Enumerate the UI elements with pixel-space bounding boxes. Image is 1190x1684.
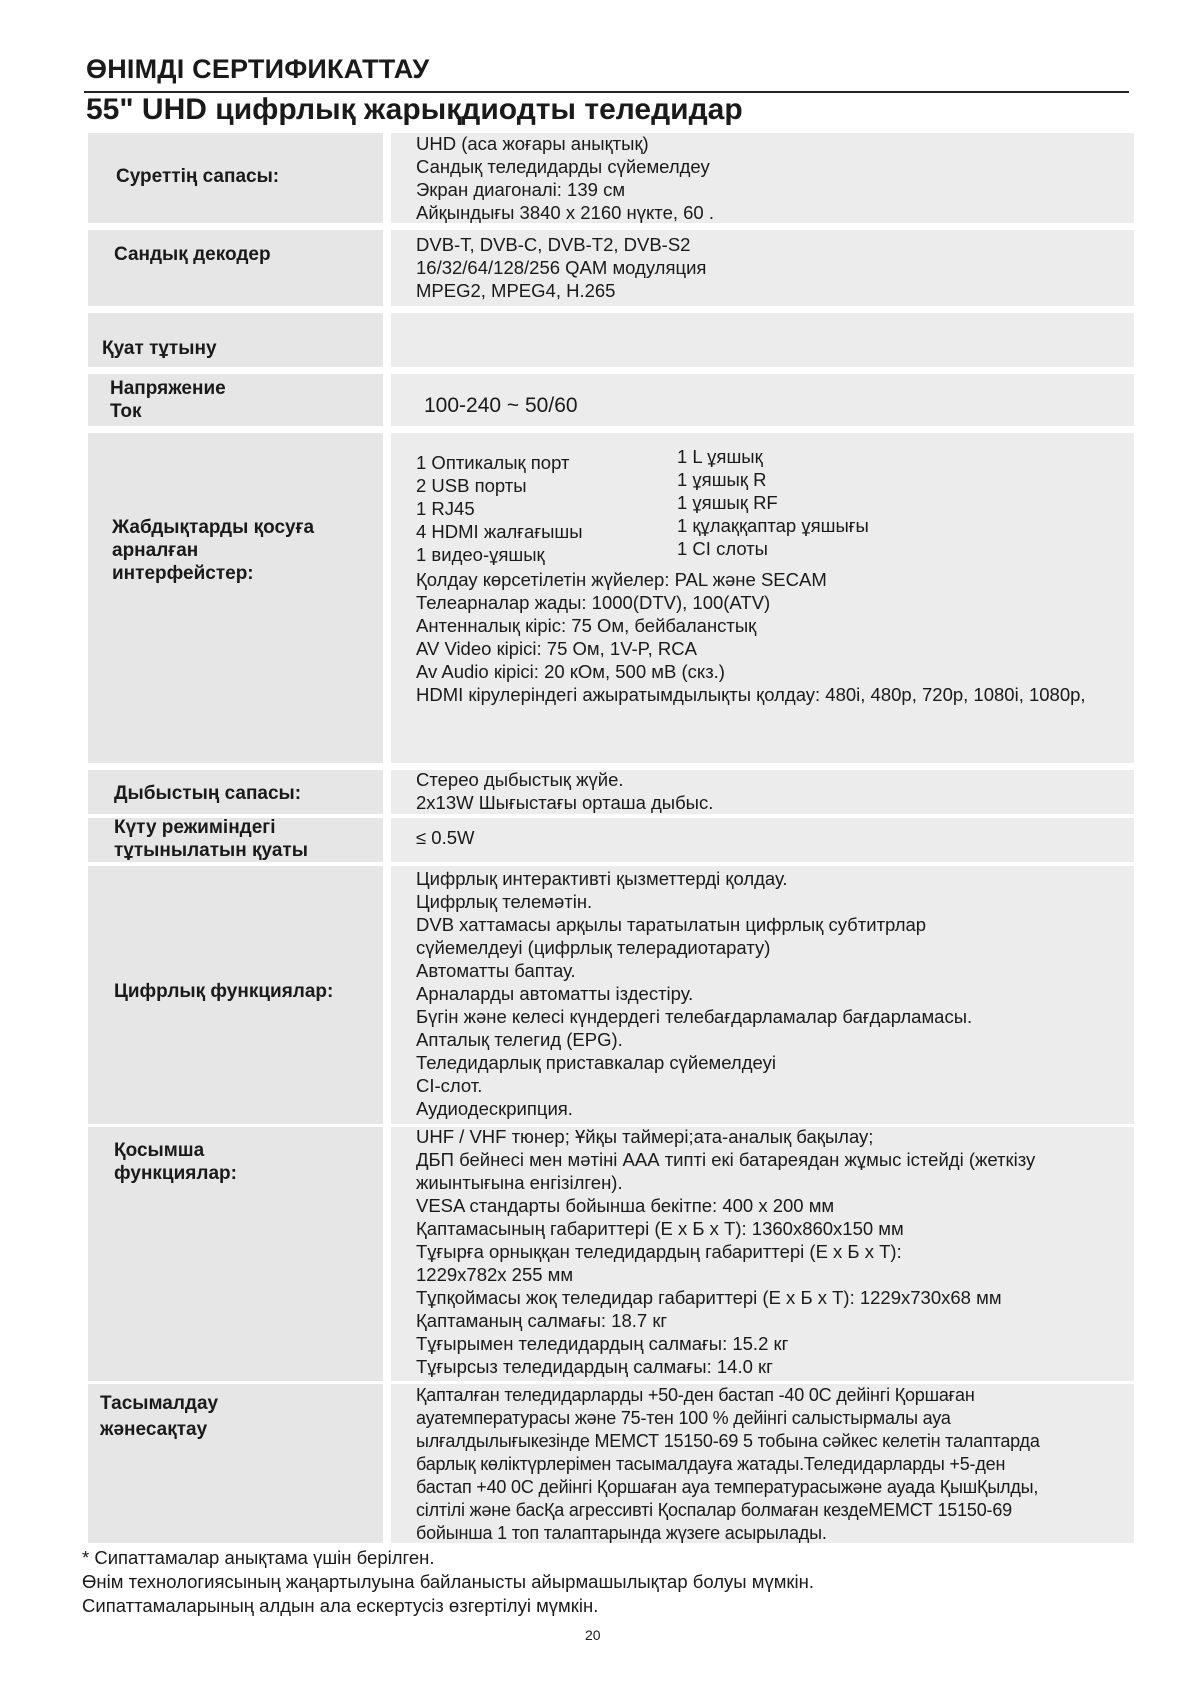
spec-row-transport (88, 1384, 1134, 1543)
spec-row-power (88, 313, 1134, 367)
spec-value: Стерео дыбыстық жүйе. 2x13W Шығыстағы орташа дыбыс. (416, 769, 714, 813)
port-list-right: 1 L ұяшық 1 ұяшық R 1 ұяшық RF 1 құлаққаптар ұяшығы 1 CI слоты (677, 446, 869, 559)
spec-label-cell (88, 374, 383, 426)
spec-row-sound (88, 770, 1134, 814)
footnote-3: Сипаттамаларының алдын ала ескертусіз өзгертілуі мүмкін. (82, 1595, 599, 1616)
spec-row-digital (88, 866, 1134, 1124)
spec-label: Тасымалдау жәнесақтау (100, 1393, 219, 1440)
spec-label: Напряжение Ток (110, 378, 226, 422)
footnote-1: * Сипаттамалар анықтама үшін берілген. (82, 1547, 435, 1568)
spec-value: 100-240 ~ 50/60 (424, 394, 578, 417)
spec-label-cell (88, 866, 383, 1124)
spec-label: Суреттің сапасы: (116, 166, 280, 187)
spec-label-cell (88, 818, 383, 862)
spec-row-standby (88, 818, 1134, 862)
spec-value: UHF / VHF тюнер; Ұйқы таймері;ата-аналық бақылау; ДБП бейнесі мен мәтіні ААА типті екі батареядан жұмыс істейді (жеткізу жиынтығына енгізілген). VESA стандарты бойынша бекітпе: 400 х 200 мм Қаптамасының габариттері (Е х Б х Т): 1360x860x150 мм Тұғырға орныққан теледидардың габариттері (Е х Б х Т): 1229x782x 255 мм Тұпқоймасы жоқ теледидар габариттері (Е х Б х Т): 1229x730x68 мм Қаптаманың салмағы: 18.7 кг Тұғырымен теледидардың салмағы: 15.2 кг Тұғырсыз теледидардың салмағы: 14.0 кг (416, 1126, 1036, 1377)
spec-label: Күту режиміндегі тұтынылатын қуаты (114, 817, 308, 861)
product-subtitle: 55" UHD цифрлық жарықдиодты теледидар (86, 93, 743, 126)
spec-value: UHD (аса жоғары анықтық) Сандық теледидарды сүйемелдеу Экран диагоналі: 139 см Айқындығы 3840 х 2160 нүкте, 60 . (416, 133, 714, 223)
spec-value: Цифрлық интерактивті қызметтерді қолдау. Цифрлық телемәтін. DVB хаттамасы арқылы таратылатын цифрлық субтитрлар сүйемелдеуі (цифрлық телерадиотарату) Автоматты баптау. Арналарды автоматты іздестіру. Бүгін және келесі күндердегі телебағдарламалар бағдарламасы. Апталық телегид (EPG). Теледидарлық приставкалар сүйемелдеуі CI-слот. Аудиодескрипция. (416, 868, 973, 1119)
spec-value-cell (391, 818, 1134, 862)
spec-label-cell (88, 1127, 383, 1381)
page-title: ӨНІМДІ СЕРТИФИКАТТАУ (86, 54, 430, 84)
spec-value-cell (391, 1127, 1134, 1381)
spec-row-additional (88, 1127, 1134, 1381)
spec-value-cell (391, 374, 1134, 426)
spec-label-cell (88, 230, 383, 306)
spec-label-cell (88, 433, 383, 763)
footnote-2: Өнім технологиясының жаңартылуына байланысты айырмашылықтар болуы мүмкін. (82, 1571, 814, 1592)
spec-row-picture (88, 133, 1134, 223)
spec-row-interfaces (88, 433, 1134, 763)
spec-label: Дыбыстың сапасы: (114, 783, 302, 804)
spec-label: Қосымша функциялар: (114, 1140, 237, 1184)
spec-label-cell (88, 133, 383, 223)
page-number: 20 (585, 1627, 601, 1643)
spec-label-cell (88, 313, 383, 367)
spec-value-cell (391, 866, 1134, 1124)
port-list-left: 1 Оптикалық порт 2 USB порты 1 RJ45 4 HDMI жалғағышы 1 видео-ұяшық (416, 452, 583, 565)
spec-value: ≤ 0.5W (416, 827, 475, 848)
spec-label: Қуат тұтыну (102, 338, 217, 359)
spec-value-cell (391, 313, 1134, 367)
spec-row-decoder (88, 230, 1134, 306)
spec-value-cell (391, 1384, 1134, 1543)
spec-row-voltage (88, 374, 1134, 426)
spec-value-cell (391, 433, 1134, 763)
interface-details: Қолдау көрсетілетін жүйелер: PAL және SECAM Телеарналар жады: 1000(DTV), 100(ATV) Антенналық кіріс: 75 Ом, бейбаланстық AV Video кірісі: 75 Ом, 1V-P, RCA Av Audio кірісі: 20 кОм, 500 мВ (скз.) HDMI кірулеріндегі ажыратымдылықты қолдау: 480i, 480p, 720p, 1080i, 1080p, (416, 569, 1086, 705)
spec-value-cell (391, 133, 1134, 223)
spec-label: Жабдықтарды қосуға арналған интерфейстер: (112, 517, 315, 584)
spec-label: Цифрлық функциялар: (114, 981, 334, 1002)
spec-label-cell (88, 1384, 383, 1543)
spec-label-cell (88, 770, 383, 814)
spec-value-cell (391, 230, 1134, 306)
spec-value-cell (391, 770, 1134, 814)
spec-value: DVB-T, DVB-C, DVB-T2, DVB-S2 16/32/64/128/256 QAM модуляция MPEG2, MPEG4, H.265 (416, 234, 707, 301)
spec-value: Қапталған теледидарларды +50-ден бастап -40 0С дейінгі Қоршаған ауатемпературасы және 75-тен 100 % дейінгі салыстырмалы ауа ылғалдылығыкезінде МЕМСТ 15150-69 5 тобына сәйкес келетін талаптарда барлық көліктүрлерімен тасымалдауға жатады.Теледидарларды +5-ден бастап +40 0С дейінгі Қоршаған ауа температурасыжәне ауада ҚышҚылды, сілтілі және басҚа агрессивті Қоспалар болмаған кездеМЕМСТ 15150-69 бойынша 1 топ талаптарында жүзеге асырылады. (416, 1385, 1040, 1543)
spec-label: Сандық декодер (114, 244, 271, 265)
